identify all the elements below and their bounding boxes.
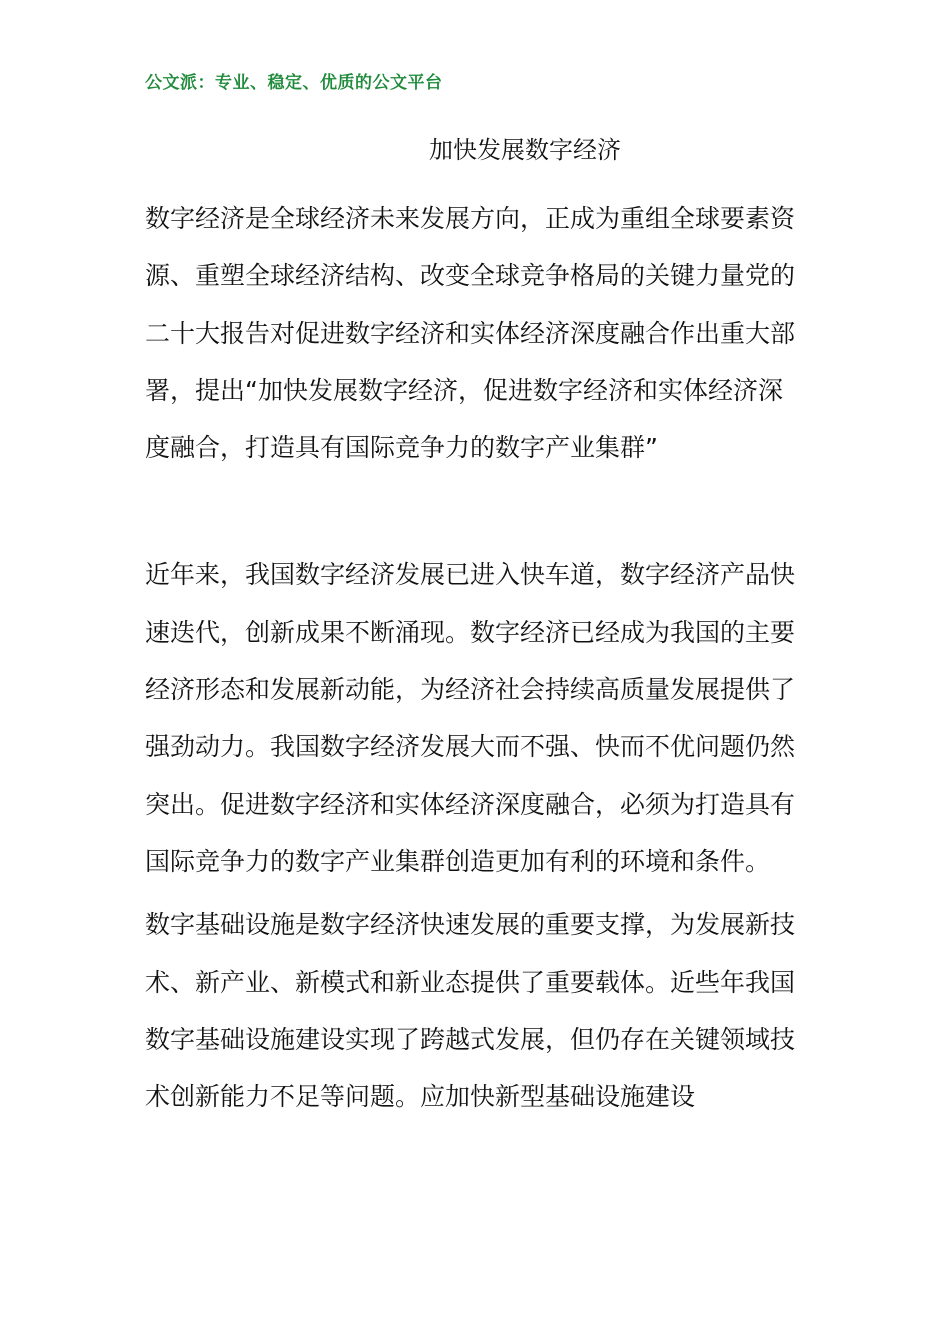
paragraph: 数字基础设施是数字经济快速发展的重要支撑，为发展新技术、新产业、新模式和新业态提供了重要载体。近些年我国数字基础设施建设实现了跨越式发展，但仍存在关键领域技术创新能力不足等问题。应加快新型基础设施建设 — [145, 910, 796, 1112]
paragraph: 近年来，我国数字经济发展已进入快车道，数字经济产品快速迭代，创新成果不断涌现。数字经济已经成为我国的主要经济形态和发展新动能，为经济社会持续高质量发展提供了强劲动力。我国数字经济发展大而不强、快而不优问题仍然突出。促进数字经济和实体经济深度融合，必须为打造具有国际竞争力的数字产业集群创造更加有利的环境和条件。 — [145, 560, 796, 876]
site-tagline: 公文派：专业、稳定、优质的公文平台 — [145, 73, 443, 93]
paragraph: 数字经济是全球经济未来发展方向，正成为重组全球要素资源、重塑全球经济结构、改变全球竞争格局的关键力量党的二十大报告对促进数字经济和实体经济深度融合作出重大部署，提出“加快发展数字经济，促进数字经济和实体经济深度融合，打造具有国际竞争力的数字产业集群” — [145, 204, 796, 463]
document-title: 加快发展数字经济 — [429, 136, 621, 164]
document-body — [145, 190, 807, 1125]
